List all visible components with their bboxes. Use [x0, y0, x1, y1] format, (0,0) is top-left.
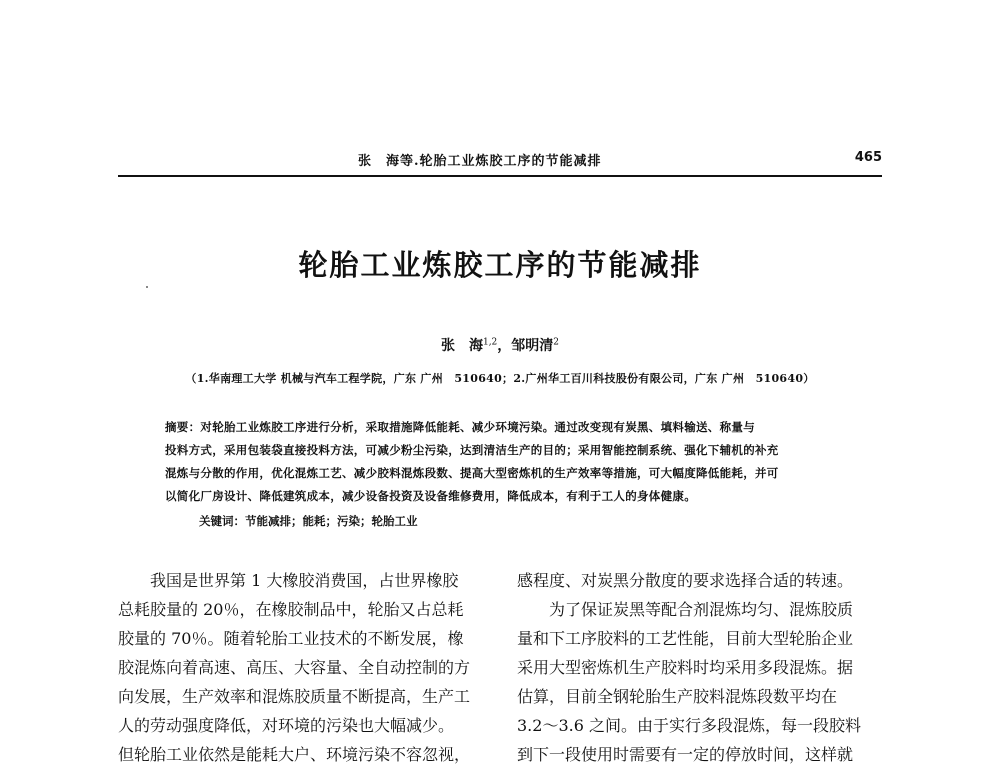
body-column-left: [118, 566, 488, 769]
body-line: 人的劳动强度降低，对环境的污染也大幅减少。: [118, 716, 455, 735]
body-line: 采用大型密炼机生产胶料时均采用多段混炼。据: [517, 658, 854, 677]
body-line: 为了保证炭黑等配合剂混炼均匀、混炼胶质: [517, 600, 854, 619]
scan-speck: [146, 286, 148, 288]
author-affiliation-mark: 1,2: [482, 337, 498, 348]
author-separator: ，: [497, 338, 512, 354]
body-line: 估算，目前全钢轮胎生产胶料混炼段数平均在: [517, 687, 838, 706]
abstract: [165, 416, 840, 508]
running-title: 张 海等.轮胎工业炼胶工序的节能减排: [358, 154, 602, 169]
body-line: 到下一段使用时需要有一定的停放时间，这样就: [517, 745, 854, 764]
page-number: 465: [854, 150, 882, 165]
body-line: 量和下工序胶料的工艺性能，目前大型轮胎企业: [517, 629, 854, 648]
abstract-line: 摘要：对轮胎工业炼胶工序进行分析，采取措施降低能耗、减少环境污染。通过改变现有炭黑、填料输送、称量与: [165, 420, 755, 434]
keywords-label: 关键词：: [199, 514, 245, 528]
author-name: 张 海: [440, 338, 483, 354]
abstract-line: 以简化厂房设计、降低建筑成本，减少设备投资及设备维修费用，降低成本，有利于工人的身体健康。: [165, 489, 696, 503]
body-line: 胶量的 70％。随着轮胎工业技术的不断发展，橡: [118, 629, 464, 648]
header-rule: [118, 175, 882, 177]
article-title: 轮胎工业炼胶工序的节能减排: [298, 248, 702, 282]
body-line: 胶混炼向着高速、高压、大容量、全自动控制的方: [118, 658, 471, 677]
body-column-right: [517, 566, 887, 769]
author-affiliation-mark: 2: [553, 337, 560, 348]
body-line: 3.2～3.6 之间。由于实行多段混炼，每一段胶料: [517, 716, 861, 735]
body-line: 我国是世界第 1 大橡胶消费国，占世界橡胶: [118, 571, 459, 590]
running-header: [118, 150, 882, 172]
body-line: 感程度、对炭黑分散度的要求选择合适的转速。: [517, 571, 854, 590]
body-line: 向发展，生产效率和混炼胶质量不断提高，生产工: [118, 687, 471, 706]
author-name: 邹明清: [511, 338, 554, 354]
abstract-line: 混炼与分散的作用，优化混炼工艺、减少胶料混炼段数、提高大型密炼机的生产效率等措施，可大幅度降低能耗，并可: [165, 466, 779, 480]
affiliation: （1.华南理工大学 机械与汽车工程学院，广东 广州 510640；2.广州华工百川科技股份有限公司，广东 广州 510640）: [185, 372, 815, 385]
body-line: 总耗胶量的 20％，在橡胶制品中，轮胎又占总耗: [118, 600, 464, 619]
keywords-text: 节能减排；能耗；污染；轮胎工业: [245, 514, 418, 528]
keywords: [165, 513, 840, 529]
abstract-line: 投料方式，采用包装袋直接投料方法，可减少粉尘污染，达到清洁生产的目的；采用智能控制系统、强化下辅机的补充: [165, 443, 779, 457]
author-line: [0, 335, 1000, 355]
body-line: 但轮胎工业依然是能耗大户、环境污染不容忽视，: [118, 745, 471, 764]
